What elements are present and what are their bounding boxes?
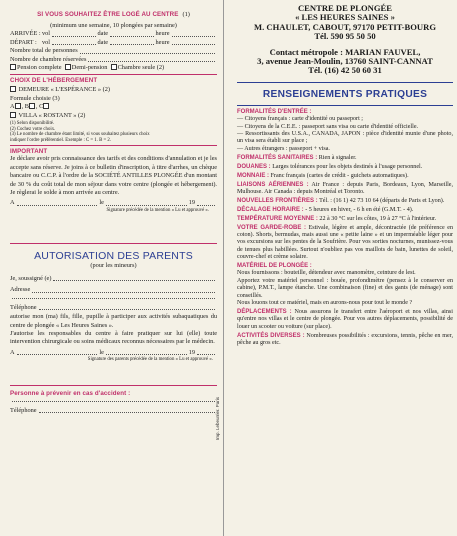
info-item-text: Air France : depuis Paris, Bordeaux, Lyon, Marseille, Mulhouse. Air Canada : depuis Montréal et Toronto. xyxy=(237,181,454,195)
phone-field[interactable] xyxy=(39,309,215,310)
center-header xyxy=(237,2,453,76)
info-item-text: Nous fournissons : bouteille, détendeur avec manomètre, ceinture de lest. xyxy=(237,270,416,277)
departure-date-field[interactable] xyxy=(110,44,153,45)
info-item-text: — Autres étrangers : passeport + visa. xyxy=(237,145,330,152)
info-item xyxy=(237,182,453,197)
board-options xyxy=(10,64,217,72)
info-item-label: FORMALITÉS D'ENTRÉE : xyxy=(237,108,312,115)
important-section xyxy=(10,146,217,213)
info-item-text: Tél. : (16 1) 42 73 10 64 (départs de Paris et Lyon). xyxy=(317,197,445,204)
info-item xyxy=(237,198,453,205)
undersigned-label: Je, soussigné (e) xyxy=(10,274,52,282)
departure-date-label: date xyxy=(97,38,109,46)
lodging-heading-ref: (1) xyxy=(182,11,190,18)
checkbox[interactable] xyxy=(111,64,117,70)
header-line-4: Tél. 590 95 50 50 xyxy=(314,31,376,42)
info-item xyxy=(237,309,453,331)
arrival-time-field[interactable] xyxy=(172,36,215,37)
choice-heading: CHOIX DE L'HÉBERGEMENT xyxy=(10,77,98,85)
info-item xyxy=(237,131,453,146)
authorization-place-date xyxy=(10,349,217,357)
info-item-text: — Citoyens français : carte d'identité ou passeport ; xyxy=(237,116,363,123)
date-field[interactable] xyxy=(106,205,187,206)
info-item-label: MONNAIE : xyxy=(237,172,269,179)
departure-flight-field[interactable] xyxy=(52,44,95,45)
footnote: indiquer l'ordre préférentiel. Exemple : C = 1. B = 2. xyxy=(10,137,111,143)
persons-field[interactable] xyxy=(80,53,215,54)
emergency-contact-line xyxy=(10,401,217,404)
emergency-phone-field[interactable] xyxy=(39,412,215,413)
authorization-text-2: J'autorise les responsables du centre à faire pratiquer sur lui (elle) toute intervention chirurgicale ou soins médicaux reconnus nécessaires par le médecin. xyxy=(10,329,217,346)
checkbox[interactable] xyxy=(10,86,16,92)
info-item xyxy=(237,116,453,123)
villa-label: VILLA « ROSTANT » (2) xyxy=(18,111,86,119)
info-item-label: DÉPLACEMENTS : xyxy=(237,309,292,315)
arrival-line xyxy=(10,30,217,38)
option-b-label: B xyxy=(24,103,29,111)
important-place-date xyxy=(10,199,217,207)
address-field[interactable] xyxy=(32,292,215,293)
info-item-text: Estivale, légère et ample, décontractée (de préférence en coton). Shorts, bermudas, mais aussi une « petite laine » et un imperméable léger pour vos excursions sur les pentes de la Soufrière. Pour vos sorties nocturnes, munissez-vous de tenues plus habillées. Surtout n'oubliez pas vos maillots de bain, lunettes de soleil, couvre-chef et crème solaire. xyxy=(237,224,453,261)
checkbox[interactable] xyxy=(15,103,21,109)
emergency-phone-line xyxy=(10,407,217,415)
undersigned-field[interactable] xyxy=(53,280,215,281)
info-item-text: - 5 heures en hiver, - 6 h en été (G.M.T. - 4). xyxy=(303,206,414,213)
info-item xyxy=(237,216,453,223)
info-item-text: Nous louons tout ce matériel, mais en aurons-nous pour tout le monde ? xyxy=(237,300,413,307)
header-line-3: M. CHAULET, CABOUT, 97170 PETIT-BOURG xyxy=(254,21,436,32)
important-heading: IMPORTANT xyxy=(10,148,48,156)
footnote: (3) Le nombre de chambre étant limité, si vous souhaitez plusieurs choix xyxy=(10,132,150,138)
header-line-7: Tél. (16) 42 50 60 31 xyxy=(308,65,382,76)
info-item-text: Nombreuses possibilités : excursions, tennis, pêche en mer, pêche au gros etc. xyxy=(237,332,453,347)
demeure-label: DEMEURE « L'ESPÉRANCE » (2) xyxy=(18,86,110,94)
divider xyxy=(237,82,453,83)
info-item-text: — Ressortissants des U.S.A., CANADA, JAPON : pièce d'identité munie d'une photo, un visa sera établi sur place ; xyxy=(237,131,453,145)
option-a-label: A xyxy=(10,103,15,111)
choice-section xyxy=(10,75,217,143)
option-demeure xyxy=(10,86,217,94)
info-item-text: Nous assurons le transfert entre l'aéroport et nos villas, ainsi qu'entre nos villas et le centre de plongée. Pour vos autres déplacements, possibilité de louer un scooter ou voiture (sur place). xyxy=(237,309,453,330)
arrival-time-label: heure xyxy=(155,30,170,38)
right-column xyxy=(228,0,457,536)
place-field[interactable] xyxy=(17,205,98,206)
year-label: 19 xyxy=(188,199,195,207)
arrival-date-label: date xyxy=(97,30,109,38)
practical-info-title: RENSEIGNEMENTS PRATIQUES xyxy=(262,88,428,100)
address-line xyxy=(10,286,217,294)
info-item-text: 22 à 30 °C sur les côtes, 19 à 27 °C à l'intérieur. xyxy=(317,215,437,222)
info-item-text: Franc français (cartes de crédit - guichets automatiques). xyxy=(269,172,409,179)
arrival-flight-field[interactable] xyxy=(52,36,95,37)
info-item-label: VOTRE GARDE-ROBE : xyxy=(237,224,306,231)
divider xyxy=(237,105,453,106)
option-half-board: Demi-pension xyxy=(71,64,108,72)
formule-label: Formule choisie (3) xyxy=(10,94,60,102)
info-item-label: ACTIVITÉS DIVERSES : xyxy=(237,332,305,339)
persons-label: Nombre total de personnes xyxy=(10,47,78,55)
option-villa xyxy=(10,112,217,120)
info-item-label: TEMPÉRATURE MOYENNE : xyxy=(237,215,318,222)
lodging-section xyxy=(10,3,217,72)
info-item-label: NOUVELLES FRONTIÈRES : xyxy=(237,197,318,204)
year-label: 19 xyxy=(188,348,195,356)
info-item-text: Rien à signaler. xyxy=(317,154,357,161)
info-item-text: — Citoyens de la C.E.E. : passeport sans visa ou carte d'identité officielle. xyxy=(237,123,419,130)
footnote: (2) Cochez votre choix. xyxy=(10,126,56,132)
info-item xyxy=(237,155,453,162)
authorization-text-1: autorise mon (ma) fils, fille, pupille à participer aux activités subaquatiques du centre de plongée « Les Heures Saines ». xyxy=(10,313,217,329)
abc-options: A , B , C xyxy=(10,103,217,111)
option-full-board: Pension complete xyxy=(17,64,62,72)
info-item xyxy=(237,270,453,277)
info-item xyxy=(237,173,453,180)
checkbox[interactable] xyxy=(10,112,16,118)
place-label: A xyxy=(10,348,15,356)
option-room-only: Chambre seule (2) xyxy=(117,64,165,72)
persons-line xyxy=(10,47,217,55)
lodging-minimum: (minimum une semaine, 10 plongées par semaine) xyxy=(50,22,177,29)
option-c-label: C xyxy=(39,103,44,111)
address-label: Adresse xyxy=(10,286,31,294)
left-column xyxy=(0,0,224,536)
phone-label: Téléphone xyxy=(10,303,37,311)
info-item-text: Apportez votre matériel personnel : bouée, profondimètre (pensez à le conserver en cabine), P.M.T., lampe étanche. Une combinaison (fine) et des gants (de ménage) sont conseillés. xyxy=(237,277,453,299)
departure-time-label: heure xyxy=(155,38,170,46)
departure-time-field[interactable] xyxy=(172,44,215,45)
arrival-flight-label: vol xyxy=(42,30,51,38)
departure-flight-label: vol xyxy=(42,38,51,46)
header-line-5: Contact métropole : MARIAN FAUVEL, xyxy=(269,46,421,57)
header-line-2: « LES HEURES SAINES » xyxy=(295,12,395,23)
info-item-text: Larges tolérances pour les objets destinés à l'usage personnel. xyxy=(270,163,423,170)
undersigned-line xyxy=(10,275,217,283)
date-label: le xyxy=(99,348,104,356)
info-item-label: FORMALITÉS SANITAIRES : xyxy=(237,154,318,161)
arrival-date-field[interactable] xyxy=(110,36,153,37)
authorization-title: AUTORISATION DES PARENTS xyxy=(34,250,193,263)
year-field[interactable] xyxy=(197,354,215,355)
info-item xyxy=(237,164,453,171)
emergency-section xyxy=(10,386,217,415)
checkbox[interactable] xyxy=(10,64,16,70)
date-label: le xyxy=(99,199,104,207)
practical-info-list xyxy=(237,109,453,348)
info-item xyxy=(237,146,453,153)
printer-credit: Imp. Lebeurrier. Paris xyxy=(215,396,220,440)
place-label: A xyxy=(10,199,15,207)
address-line-2 xyxy=(10,298,217,301)
important-text: Je déclare avoir pris connaissance des tarifs et des conditions d'annulation et je les accepte sans réserve. Je joins à ce bulletin d'inscription, à titre d'arrhes, un chèque bancaire ou C.C.P. à l'ordre de la SOCIÉTÉ ANTILLES PLONGÉE d'un montant de 30 % du coût total de mon séjour dans votre centre (plongée et hébergement). Je règlerai le solde à mon arrivée au centre. xyxy=(10,155,217,197)
authorization-subtitle: (pour les mineurs) xyxy=(90,262,137,270)
footnote: (1) Selon disponibilité. xyxy=(10,121,55,127)
parents-signature-note: Signature des parents précédée de la mention « Lu et approuvé ». xyxy=(87,357,213,363)
rooms-field[interactable] xyxy=(88,61,215,62)
info-item xyxy=(237,333,453,348)
info-item-label: DOUANES : xyxy=(237,163,271,170)
info-item xyxy=(237,207,453,214)
address-field-2[interactable] xyxy=(12,298,215,299)
year-field[interactable] xyxy=(197,205,215,206)
checkbox[interactable] xyxy=(65,64,71,70)
date-field[interactable] xyxy=(106,354,187,355)
phone-line xyxy=(10,304,217,312)
departure-label: DÉPART : xyxy=(10,38,37,46)
signature-note: Signature précédée de la mention « Lu et approuvé ». xyxy=(106,207,209,213)
checkbox[interactable] xyxy=(29,103,35,109)
emergency-heading: Personne à prévenir en cas d'accident : xyxy=(10,389,131,397)
checkbox[interactable] xyxy=(43,103,49,109)
emergency-contact-field[interactable] xyxy=(12,401,215,402)
arrival-label: ARRIVÉE : xyxy=(10,30,41,38)
info-item-label: LIAISONS AÉRIENNES : xyxy=(237,181,309,188)
info-item xyxy=(237,124,453,131)
info-item xyxy=(237,300,453,307)
info-item-label: DÉCALAGE HORAIRE : xyxy=(237,206,304,213)
departure-line xyxy=(10,39,217,47)
authorization-section xyxy=(10,244,217,362)
header-line-6: 3, avenue Jean-Moulin, 13760 SAINT-CANNAT xyxy=(257,56,433,67)
emergency-phone-label: Téléphone xyxy=(10,406,37,414)
lodging-heading: SI VOUS SOUHAITEZ ÊTRE LOGÉ AU CENTRE xyxy=(37,11,179,18)
rooms-line xyxy=(10,56,217,64)
info-item xyxy=(237,225,453,262)
info-item xyxy=(237,278,453,300)
info-item-label: MATÉRIEL DE PLONGÉE : xyxy=(237,263,312,270)
rooms-label: Nombre de chambre réservées xyxy=(10,55,87,63)
place-field[interactable] xyxy=(17,354,98,355)
header-line-1: CENTRE DE PLONGÉE xyxy=(297,3,393,13)
